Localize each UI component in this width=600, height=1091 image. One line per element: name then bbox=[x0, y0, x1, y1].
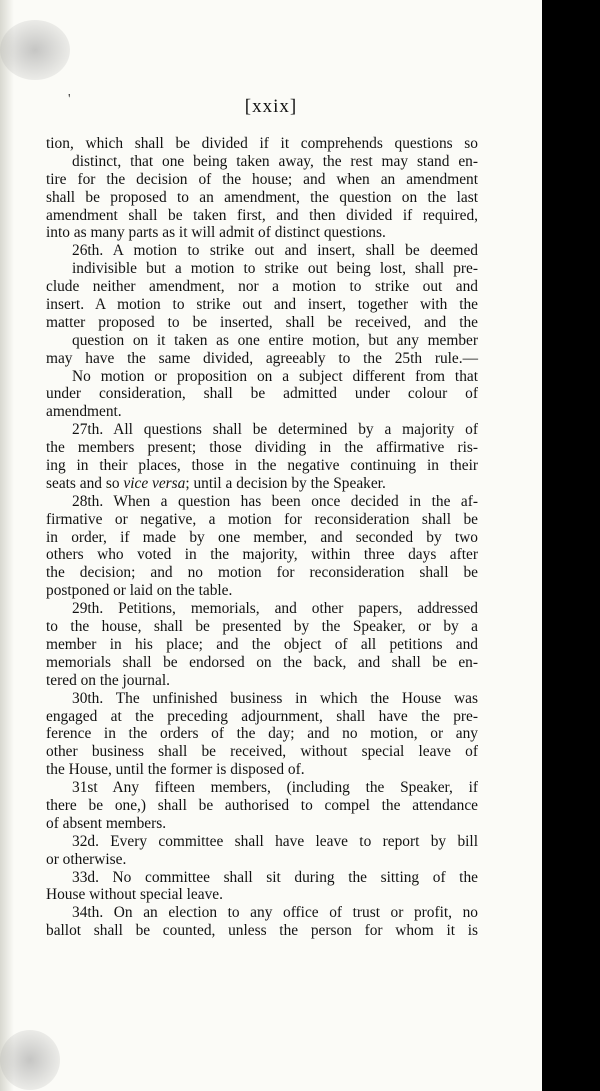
text-line bbox=[18, 314, 478, 332]
text-line bbox=[18, 385, 478, 403]
margin-gutter bbox=[18, 779, 46, 797]
margin-gutter bbox=[18, 439, 46, 457]
line-text: there be one,) shall be authorised to compel the attendance bbox=[46, 796, 478, 814]
line-text: question on it taken as one entire motion, but any member bbox=[72, 331, 478, 349]
text-line bbox=[18, 457, 478, 475]
margin-gutter bbox=[18, 600, 46, 618]
line-text: seats and so vice versa; until a decision by the Speaker. bbox=[46, 474, 386, 492]
margin-gutter bbox=[18, 904, 46, 922]
line-text: memorials shall be endorsed on the back, and shall be en- bbox=[46, 653, 478, 671]
line-text: tion, which shall be divided if it comprehends questions so bbox=[46, 135, 478, 152]
margin-gutter bbox=[18, 153, 46, 171]
text-line bbox=[18, 690, 478, 708]
text-line bbox=[18, 636, 478, 654]
line-text: ference in the orders of the day; and no motion, or any bbox=[46, 725, 478, 743]
text-line bbox=[18, 582, 478, 600]
text-line bbox=[18, 421, 478, 439]
text-line bbox=[18, 833, 478, 851]
margin-gutter bbox=[18, 350, 46, 368]
text-line bbox=[18, 242, 478, 260]
margin-gutter bbox=[18, 833, 46, 851]
margin-gutter bbox=[18, 869, 46, 887]
text-line bbox=[18, 904, 478, 922]
line-text: may have the same divided, agreeably to the 25th rule.— bbox=[46, 349, 478, 367]
text-line bbox=[18, 153, 478, 171]
paper-stain bbox=[0, 20, 70, 80]
text-line bbox=[18, 761, 478, 779]
line-text: tered on the journal. bbox=[46, 671, 170, 689]
text-line bbox=[18, 493, 478, 511]
line-text: House without special leave. bbox=[46, 886, 223, 904]
line-text: engaged at the preceding adjournment, shall have the pre- bbox=[46, 707, 478, 725]
margin-gutter bbox=[18, 314, 46, 332]
margin-gutter bbox=[18, 475, 46, 493]
margin-gutter bbox=[18, 725, 46, 743]
scan-border bbox=[542, 0, 600, 1091]
text-line bbox=[18, 278, 478, 296]
line-text: No motion or proposition on a subject different from that bbox=[72, 367, 478, 385]
text-line bbox=[18, 600, 478, 618]
text-line bbox=[18, 511, 478, 529]
line-text: or otherwise. bbox=[46, 850, 127, 868]
margin-gutter bbox=[18, 690, 46, 708]
margin-gutter bbox=[18, 886, 46, 904]
margin-gutter bbox=[18, 708, 46, 726]
margin-gutter bbox=[18, 207, 46, 225]
line-text: 28th. When a question has been once decided in the af- bbox=[72, 492, 478, 510]
margin-gutter bbox=[18, 457, 46, 475]
margin-gutter bbox=[18, 385, 46, 403]
margin-gutter bbox=[18, 546, 46, 564]
line-text: amendment shall be taken first, and then divided if required, bbox=[46, 206, 478, 224]
text-line bbox=[18, 851, 478, 869]
text-line bbox=[18, 708, 478, 726]
margin-gutter bbox=[18, 368, 46, 386]
line-text: member in his place; and the object of all petitions and bbox=[46, 635, 478, 653]
margin-gutter bbox=[18, 815, 46, 833]
text-line bbox=[18, 815, 478, 833]
margin-gutter bbox=[18, 242, 46, 260]
line-text: indivisible but a motion to strike out being lost, shall pre- bbox=[72, 260, 478, 278]
line-text: 26th. A motion to strike out and insert, shall be deemed bbox=[72, 242, 478, 260]
line-text: postponed or laid on the table. bbox=[46, 582, 233, 600]
margin-gutter bbox=[18, 493, 46, 511]
margin-gutter bbox=[18, 189, 46, 207]
line-text: tire for the decision of the house; and when an amendment bbox=[46, 170, 478, 188]
text-line bbox=[18, 135, 478, 153]
line-text: matter proposed to be inserted, shall be received, and the bbox=[46, 313, 478, 331]
margin-gutter bbox=[18, 224, 46, 242]
text-line bbox=[18, 475, 478, 493]
line-text: amendment. bbox=[46, 403, 122, 421]
text-line bbox=[18, 869, 478, 887]
text-line bbox=[18, 189, 478, 207]
margin-gutter bbox=[18, 743, 46, 761]
margin-gutter bbox=[18, 636, 46, 654]
text-line bbox=[18, 564, 478, 582]
line-text: shall be proposed to an amendment, the question on the last bbox=[46, 188, 478, 206]
line-text: others who voted in the majority, within three days after bbox=[46, 546, 478, 564]
margin-gutter bbox=[18, 260, 46, 278]
line-text: 33d. No committee shall sit during the sitting of the bbox=[72, 868, 478, 886]
line-text: 27th. All questions shall be determined by a majority of bbox=[72, 421, 478, 439]
margin-gutter bbox=[18, 582, 46, 600]
text-line bbox=[18, 368, 478, 386]
line-text: in order, if made by one member, and seconded by two bbox=[46, 528, 478, 546]
margin-gutter bbox=[18, 171, 46, 189]
text-line bbox=[18, 886, 478, 904]
margin-gutter bbox=[18, 564, 46, 582]
margin-gutter bbox=[18, 672, 46, 690]
body-text bbox=[18, 135, 478, 940]
text-line bbox=[18, 529, 478, 547]
text-line bbox=[18, 224, 478, 242]
text-line bbox=[18, 922, 478, 940]
margin-gutter bbox=[18, 511, 46, 529]
text-line bbox=[18, 797, 478, 815]
line-text: 32d. Every committee shall have leave to report by bill bbox=[72, 832, 478, 850]
margin-gutter bbox=[18, 761, 46, 779]
line-text: into as many parts as it will admit of distinct questions. bbox=[46, 224, 386, 242]
text-line bbox=[18, 350, 478, 368]
margin-gutter bbox=[18, 618, 46, 636]
text-line bbox=[18, 672, 478, 690]
line-text: under consideration, shall be admitted under colour of bbox=[46, 385, 478, 403]
line-text: 34th. On an election to any office of trust or profit, no bbox=[72, 904, 478, 922]
text-line bbox=[18, 439, 478, 457]
margin-mark: ' bbox=[68, 92, 71, 107]
text-line bbox=[18, 654, 478, 672]
line-text: 29th. Petitions, memorials, and other papers, addressed bbox=[72, 600, 478, 618]
margin-gutter bbox=[18, 296, 46, 314]
line-text: firmative or negative, a motion for reconsideration shall be bbox=[46, 510, 478, 528]
text-line bbox=[18, 779, 478, 797]
margin-gutter bbox=[18, 654, 46, 672]
text-line bbox=[18, 546, 478, 564]
text-line bbox=[18, 207, 478, 225]
margin-gutter bbox=[18, 797, 46, 815]
page-header-roman-numeral: [xxix] bbox=[244, 96, 298, 117]
text-line bbox=[18, 618, 478, 636]
page-binding-shadow bbox=[0, 0, 14, 1091]
line-text: the members present; those dividing in the affirmative ris- bbox=[46, 439, 478, 457]
line-text: the decision; and no motion for reconsideration shall be bbox=[46, 564, 478, 582]
line-text: 30th. The unfinished business in which the House was bbox=[72, 689, 478, 707]
text-line bbox=[18, 725, 478, 743]
text-line bbox=[18, 332, 478, 350]
line-text: ballot shall be counted, unless the person for whom it is bbox=[46, 922, 478, 940]
line-text: ing in their places, those in the negative continuing in their bbox=[46, 457, 478, 475]
text-line bbox=[18, 403, 478, 421]
margin-gutter bbox=[18, 851, 46, 869]
margin-gutter bbox=[18, 922, 46, 940]
text-line bbox=[18, 743, 478, 761]
margin-gutter bbox=[18, 403, 46, 421]
margin-gutter bbox=[18, 529, 46, 547]
margin-gutter bbox=[18, 135, 46, 153]
margin-gutter bbox=[18, 421, 46, 439]
line-text: the House, until the former is disposed of. bbox=[46, 761, 305, 779]
text-line bbox=[18, 260, 478, 278]
line-text: to the house, shall be presented by the Speaker, or by a bbox=[46, 618, 478, 636]
text-line bbox=[18, 296, 478, 314]
line-text: of absent members. bbox=[46, 814, 167, 832]
line-text: insert. A motion to strike out and insert, together with the bbox=[46, 296, 478, 314]
line-text: distinct, that one being taken away, the rest may stand en- bbox=[72, 152, 478, 170]
text-line bbox=[18, 171, 478, 189]
line-text: 31st Any fifteen members, (including the Speaker, if bbox=[72, 779, 478, 797]
line-text: other business shall be received, without special leave of bbox=[46, 743, 478, 761]
line-text: clude neither amendment, nor a motion to strike out and bbox=[46, 278, 478, 296]
paper-stain bbox=[0, 1030, 60, 1090]
margin-gutter bbox=[18, 278, 46, 296]
margin-gutter bbox=[18, 332, 46, 350]
